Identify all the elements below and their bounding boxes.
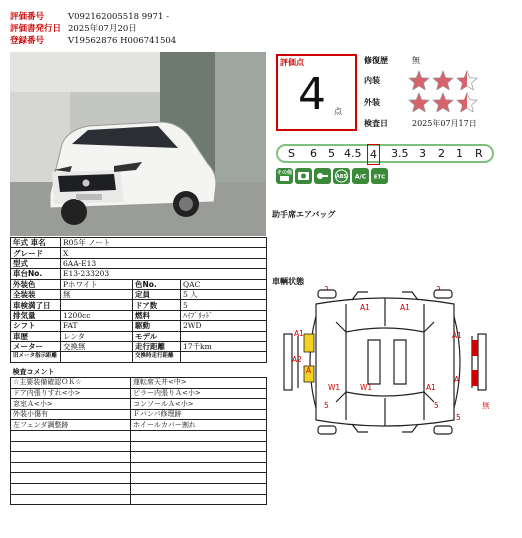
comment-cell — [11, 431, 131, 442]
spec-label: 排気量 — [11, 310, 61, 320]
score-label: 評価点 — [280, 58, 304, 67]
comment-row — [11, 494, 267, 505]
spec-value: レンタ — [61, 331, 133, 341]
vehicle-damage-diagram — [276, 286, 494, 436]
comment-cell — [11, 452, 131, 463]
svg-text:W1: W1 — [360, 383, 373, 392]
comment-cell: ☆主要装備確認ＯＫ☆ — [11, 378, 131, 389]
spec-value: 交換無 — [61, 341, 133, 351]
svg-text:ABS: ABS — [335, 174, 348, 180]
spec-label: 年式 車名 — [11, 238, 61, 248]
interior-rating — [408, 70, 478, 90]
vehicle-condition-label: 車輌状態 — [272, 277, 304, 286]
comment-cell: ドア内張りすれ<小> — [11, 388, 131, 399]
half-star-icon — [456, 92, 478, 112]
spec-value: 無 — [61, 289, 133, 299]
spec-label: 全装装 — [11, 289, 61, 299]
interior-label: 内装 — [364, 76, 380, 85]
scale-item: 3.5 — [391, 147, 409, 160]
scale-item: S — [288, 147, 295, 160]
svg-text:5: 5 — [324, 286, 329, 292]
spec-label: ドア数 — [133, 300, 181, 310]
svg-text:A1: A1 — [452, 331, 462, 340]
score-unit: 点 — [334, 107, 342, 116]
inspection-comments-table — [10, 367, 267, 505]
spec-value: X — [61, 248, 267, 258]
comment-row — [11, 452, 267, 463]
repair-history-value: 無 — [412, 56, 420, 65]
comment-row — [11, 441, 267, 452]
damaged-panel-red — [472, 370, 478, 386]
svg-text:無: 無 — [482, 401, 490, 410]
spec-value: 1200cc — [61, 310, 133, 320]
svg-text:A1: A1 — [360, 303, 370, 312]
spec-label: 車検満了日 — [11, 300, 61, 310]
svg-text:A: A — [306, 366, 312, 375]
half-star-icon — [456, 70, 478, 90]
spec-row-shift — [11, 321, 267, 331]
spec-value: 17千km — [181, 341, 267, 351]
comment-row — [11, 388, 267, 399]
star-icon — [408, 70, 430, 90]
svg-text:A1: A1 — [294, 329, 304, 338]
spec-row-shaken — [11, 289, 267, 299]
scale-item: R — [475, 147, 483, 160]
comment-row — [11, 484, 267, 495]
comment-cell — [131, 441, 267, 452]
comment-cell — [11, 462, 131, 473]
spec-label: モデル — [133, 331, 181, 341]
scale-item: 1 — [456, 147, 463, 160]
spec-label: メーター — [11, 341, 61, 351]
svg-text:A: A — [454, 375, 460, 384]
overall-score-box — [276, 54, 357, 131]
spec-value: ﾊｲﾌﾞﾘｯﾄﾞ — [181, 310, 267, 320]
spec-value — [61, 352, 133, 362]
spec-label: グレード — [11, 248, 61, 258]
spec-value: QAC — [181, 279, 267, 289]
abs-icon — [333, 168, 350, 184]
spec-label: 走行距離 — [133, 341, 181, 351]
spec-value: 2WD — [181, 321, 267, 331]
svg-text:5: 5 — [456, 413, 461, 422]
exterior-rating — [408, 92, 478, 112]
header-value: 2025年07月20日 — [68, 24, 137, 34]
comment-cell — [131, 473, 267, 484]
spec-label: 定員 — [133, 289, 181, 299]
comment-row — [11, 462, 267, 473]
scale-item: 3 — [419, 147, 426, 160]
comment-cell — [131, 431, 267, 442]
scale-item: 4.5 — [344, 147, 362, 160]
comment-cell: 運転席天井<中> — [131, 378, 267, 389]
svg-text:5: 5 — [324, 401, 329, 410]
spec-row-displacement — [11, 310, 267, 320]
svg-text:その他: その他 — [276, 170, 293, 176]
comment-cell — [131, 452, 267, 463]
spec-value — [181, 331, 267, 341]
comment-row — [11, 420, 267, 431]
spec-label: 外装色 — [11, 279, 61, 289]
spec-value: 5 — [181, 300, 267, 310]
spec-value: R05年 ノート — [61, 238, 267, 248]
spec-row-year — [11, 238, 267, 248]
svg-text:W1: W1 — [328, 383, 341, 392]
svg-text:A1: A1 — [400, 303, 410, 312]
scale-item: 2 — [438, 147, 445, 160]
svg-text:A/C: A/C — [354, 173, 367, 181]
spec-value: Pホワイト — [61, 279, 133, 289]
header-label: 登録番号 — [10, 36, 45, 46]
spec-label: 交換時走行距離 — [133, 352, 181, 362]
scale-item: 6 — [310, 147, 317, 160]
header-value: V092162005518 9971 - — [68, 12, 169, 22]
svg-text:A2: A2 — [292, 355, 302, 364]
spec-label: 駆動 — [133, 321, 181, 331]
comment-cell: 外装小傷有 — [11, 409, 131, 420]
comment-cell: 左フェンダ調整跡 — [11, 420, 131, 431]
repair-history-label: 修復歴 — [364, 56, 388, 65]
svg-text:A1: A1 — [426, 383, 436, 392]
spec-value: E13-233203 — [61, 269, 267, 279]
exterior-label: 外装 — [364, 98, 380, 107]
car-photo — [10, 52, 266, 236]
spec-row-grade — [11, 248, 267, 258]
spec-value — [61, 300, 133, 310]
comment-cell: ピラー内張りＡ<小> — [131, 388, 267, 399]
comment-cell — [131, 494, 267, 505]
comment-row — [11, 431, 267, 442]
ac-icon — [352, 168, 369, 184]
comment-row — [11, 378, 267, 389]
header-label: 評価書発行日 — [10, 24, 62, 34]
comment-cell — [11, 473, 131, 484]
spec-value — [181, 352, 267, 362]
comment-row — [11, 473, 267, 484]
camera-icon — [295, 168, 312, 184]
comment-cell: Ｆバンパ修理跡 — [131, 409, 267, 420]
spec-value: FAT — [61, 321, 133, 331]
spec-label: 車台No. — [11, 269, 61, 279]
seat-icon — [276, 168, 293, 184]
key-icon — [314, 168, 331, 184]
spec-row-meter — [11, 341, 267, 351]
star-icon — [408, 92, 430, 112]
damaged-panel-red — [472, 340, 478, 356]
spec-row-meter-note — [11, 352, 267, 362]
scale-item-selected: 4 — [367, 144, 380, 165]
grade-scale — [276, 144, 494, 163]
spec-label: 燃料 — [133, 310, 181, 320]
airbag-label: 助手席エアバッグ — [272, 210, 336, 219]
equipment-icons — [276, 168, 388, 184]
comment-cell — [11, 441, 131, 452]
svg-text:ETC: ETC — [373, 174, 386, 181]
spec-row-chassis — [11, 269, 267, 279]
comment-row — [11, 399, 267, 410]
star-icon — [432, 92, 454, 112]
scale-item: 5 — [328, 147, 335, 160]
spec-label: 色No. — [133, 279, 181, 289]
comment-cell — [131, 462, 267, 473]
comment-cell — [11, 484, 131, 495]
comment-cell: 窓室Ａ<小> — [11, 399, 131, 410]
comment-cell: コンソールＡ<小> — [131, 399, 267, 410]
header-label: 評価番号 — [10, 12, 45, 22]
spec-table — [10, 237, 267, 363]
comment-cell — [131, 484, 267, 495]
spec-label: 旧メータ指示距離 — [11, 352, 61, 362]
car-photo-illustration — [10, 52, 266, 236]
spec-row-expiry — [11, 300, 267, 310]
star-icon — [432, 70, 454, 90]
comments-title: 検査コメント — [11, 367, 267, 378]
spec-label: シフト — [11, 321, 61, 331]
spec-label: 型式 — [11, 258, 61, 268]
spec-value: 6AA-E13 — [61, 258, 267, 268]
svg-text:5: 5 — [436, 286, 441, 292]
damaged-panel-yellow — [304, 334, 314, 352]
header-value: V19562876 H006741504 — [68, 36, 177, 46]
spec-value: 5 人 — [181, 289, 267, 299]
inspection-date-label: 検査日 — [364, 119, 388, 128]
score-value: 4 — [298, 69, 326, 120]
spec-row-history — [11, 331, 267, 341]
spec-label: 車歴 — [11, 331, 61, 341]
svg-text:5: 5 — [434, 401, 439, 410]
spec-row-color — [11, 279, 267, 289]
comment-cell: ホイールカバー割れ — [131, 420, 267, 431]
etc-icon — [371, 168, 388, 184]
comment-cell — [11, 494, 131, 505]
spec-row-model — [11, 258, 267, 268]
comment-row — [11, 409, 267, 420]
inspection-date-value: 2025年07月17日 — [412, 119, 477, 128]
